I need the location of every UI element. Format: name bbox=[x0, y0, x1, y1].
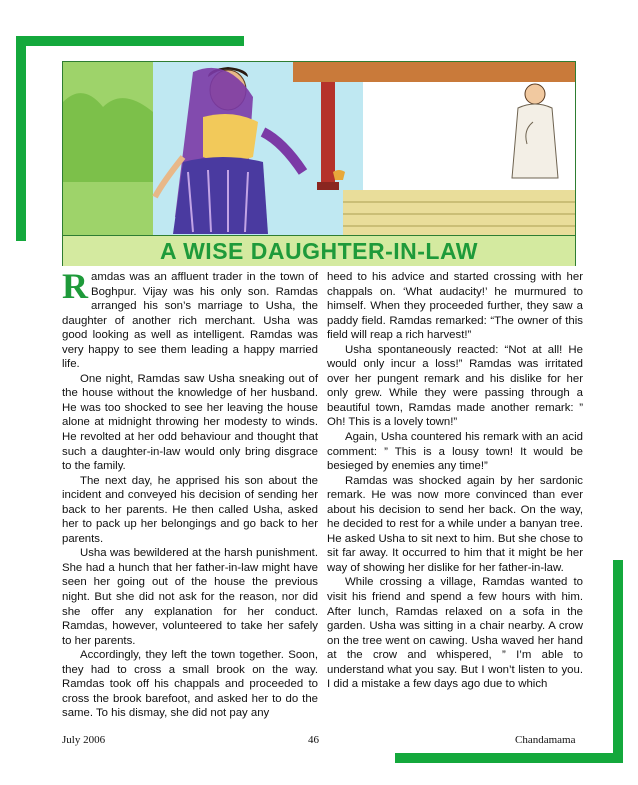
paragraph: Again, Usha countered his remark with an acid comment: ” This is a lousy town! It would be besieged by enemies any time!” bbox=[327, 431, 583, 473]
paragraph: One night, Ramdas saw Usha sneaking out of the house without the knowledge of her husband. He was too shocked to see her leaving the house alone at midnight throwing her modesty to winds. He revolted at her odd behaviour and thought that such a daughter-in-law would only bring disgrace to the family. bbox=[62, 372, 318, 473]
paragraph: Usha spontaneously reacted: “Not at all! He would only incur a loss!” Ramdas was irritated over her pungent remark and his dislike for her only grew. While they were passing through a beautiful town, Ramdas made another remark: ” Oh! This is a lovely town!” bbox=[327, 343, 583, 429]
decorative-bar-bottom-horizontal bbox=[395, 753, 623, 763]
footer-date: July 2006 bbox=[62, 734, 106, 746]
paragraph: Ramdas was shocked again by her sardonic remark. He was now more convinced than ever about his decision to send her back. On the way, he decided to rest for a while under a banyan tree. He asked Usha to sit next to him. But she chose to sit far away. It occurred to him that it might be her way of showing her dislike for her father-in-law. bbox=[327, 474, 583, 574]
paragraph: While crossing a village, Ramdas wanted to visit his friend and spend a few hours with him. After lunch, Ramdas relaxed on a sofa in the garden. Usha was sitting in a chair nearby. A crow on the tree went on cawing. Usha waved her hand at the crow and whispered, ” I’m able to understand what you say. But I won’t listen to you. I did a mistake a few days ago due to which bbox=[327, 576, 583, 691]
paragraph: The next day, he apprised his son about the incident and conveyed his decision of sending her back to her parents. He then called Usha, asked her to pack up her belongings and go back to her parents. bbox=[62, 474, 318, 545]
paragraph: Ramdas was an affluent trader in the town of Boghpur. Vijay was his only son. Ramdas arranged his son’s marriage to Usha, the daughter of another rich merchant. Usha was good looking as well as intelligent. Ramdas was very happy to see them leading a happy married life. bbox=[62, 266, 318, 371]
decorative-bar-bottom-vertical bbox=[613, 560, 623, 763]
story-title: A WISE DAUGHTER-IN-LAW bbox=[159, 237, 479, 264]
magazine-name: Chandamama bbox=[515, 734, 576, 746]
decorative-bar-top-horizontal bbox=[16, 36, 244, 46]
text-column-left bbox=[62, 266, 318, 721]
decorative-bar-top-vertical bbox=[16, 36, 26, 241]
title-band bbox=[62, 236, 576, 266]
text-column-right bbox=[327, 270, 583, 692]
page-number: 46 bbox=[308, 734, 319, 746]
paragraph: Accordingly, they left the town together. Soon, they had to cross a small brook on the way. Ramdas took off his chappals and proceeded to cross the brook barefoot, and asked her to do the same. To his dismay, she did not pay any bbox=[62, 649, 318, 720]
paragraph: Usha was bewildered at the harsh punishment. She had a hunch that her father-in-law might have seen her going out of the house the previous night. But she did not ask for the reason, nor did she offer any explanation for her conduct. Ramdas, however, volunteered to take her safely to her parents. bbox=[62, 547, 318, 647]
drop-cap: R bbox=[62, 266, 88, 306]
paragraph: heed to his advice and started crossing with her chappals on. ‘What audacity!’ he murmured to himself. When they proceeded further, they saw a paddy field. Ramdas remarked: “The owner of this field will reap a rich harvest!” bbox=[327, 271, 583, 342]
pillar bbox=[321, 82, 335, 187]
story-illustration bbox=[62, 61, 576, 236]
